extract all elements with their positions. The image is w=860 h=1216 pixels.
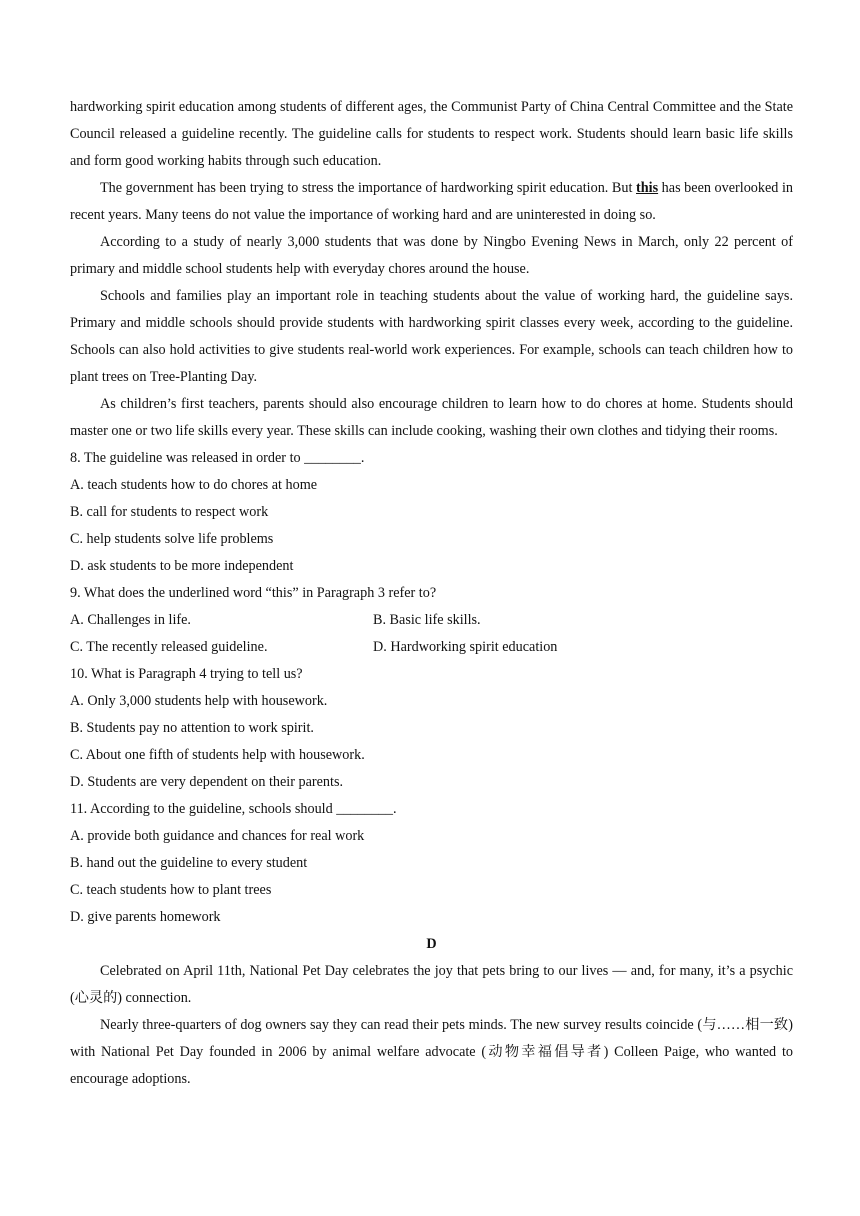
- passage-c-paragraph-1: hardworking spirit education among students of different ages, the Communist Party of China Central Committee and the State Council released a guideline recently. The guideline calls for students to respect work. Students should learn basic life skills and form good working habits through such education.: [70, 99, 793, 169]
- question-10-stem: 10. What is Paragraph 4 trying to tell us?: [70, 666, 303, 682]
- paragraph-2-text-after: has been overlooked in recent years. Many teens do not value the importance of working hard and are uninterested in doing so.: [70, 180, 793, 223]
- question-8-stem: 8. The guideline was released in order to ________.: [70, 450, 365, 466]
- question-8-option-c: C. help students solve life problems: [70, 531, 274, 547]
- question-9-option-c: C. The recently released guideline.: [70, 639, 268, 655]
- question-10-option-b: B. Students pay no attention to work spirit.: [70, 720, 314, 736]
- passage-c-paragraph-3: According to a study of nearly 3,000 students that was done by Ningbo Evening News in March, only 22 percent of primary and middle school students help with everyday chores around the house.: [70, 234, 793, 277]
- question-9-stem: 9. What does the underlined word “this” in Paragraph 3 refer to?: [70, 585, 437, 601]
- question-9-option-d: D. Hardworking spirit education: [373, 639, 558, 655]
- question-10-option-c: C. About one fifth of students help with housework.: [70, 747, 365, 763]
- question-9-option-b: B. Basic life skills.: [373, 612, 481, 628]
- question-11-option-b: B. hand out the guideline to every student: [70, 855, 308, 871]
- question-11-stem: 11. According to the guideline, schools should ________.: [70, 801, 397, 817]
- question-8-option-d: D. ask students to be more independent: [70, 558, 294, 574]
- document-page: [70, 94, 793, 1093]
- question-9-options-row-1: [70, 607, 793, 634]
- question-9-options-row-2: [70, 634, 793, 661]
- underlined-word-this: this: [636, 180, 659, 196]
- question-11-option-a: A. provide both guidance and chances for real work: [70, 828, 365, 844]
- passage-d-heading: D: [426, 936, 437, 952]
- question-10-option-d: D. Students are very dependent on their parents.: [70, 774, 344, 790]
- passage-d-paragraph-1: Celebrated on April 11th, National Pet Day celebrates the joy that pets bring to our lives — and, for many, it’s a psychic (心灵的) connection.: [70, 963, 793, 1006]
- passage-c-paragraph-5: As children’s first teachers, parents should also encourage children to learn how to do chores at home. Students should master one or two life skills every year. These skills can include cooking, washing their own clothes and tidying their rooms.: [70, 396, 793, 439]
- question-8-option-b: B. call for students to respect work: [70, 504, 269, 520]
- passage-c-paragraph-4: Schools and families play an important role in teaching students about the value of working hard, the guideline says. Primary and middle schools should provide students with hardworking spirit classes every week, according to the guideline. Schools can also hold activities to give students real-world work experiences. For example, schools can teach children how to plant trees on Tree-Planting Day.: [70, 288, 793, 385]
- question-8-option-a: A. teach students how to do chores at home: [70, 477, 318, 493]
- passage-d-paragraph-2: Nearly three-quarters of dog owners say they can read their pets minds. The new survey results coincide (与……相一致) with National Pet Day founded in 2006 by animal welfare advocate (动物幸福倡导者) Colleen Paige, who wanted to encourage adoptions.: [70, 1017, 793, 1087]
- question-11-option-c: C. teach students how to plant trees: [70, 882, 272, 898]
- question-10-option-a: A. Only 3,000 students help with housework.: [70, 693, 328, 709]
- question-11-option-d: D. give parents homework: [70, 909, 221, 925]
- paragraph-2-text-before: The government has been trying to stress the importance of hardworking spirit education. But: [100, 180, 637, 196]
- question-9-option-a: A. Challenges in life.: [70, 612, 191, 628]
- passage-c-paragraph-2: [70, 175, 793, 229]
